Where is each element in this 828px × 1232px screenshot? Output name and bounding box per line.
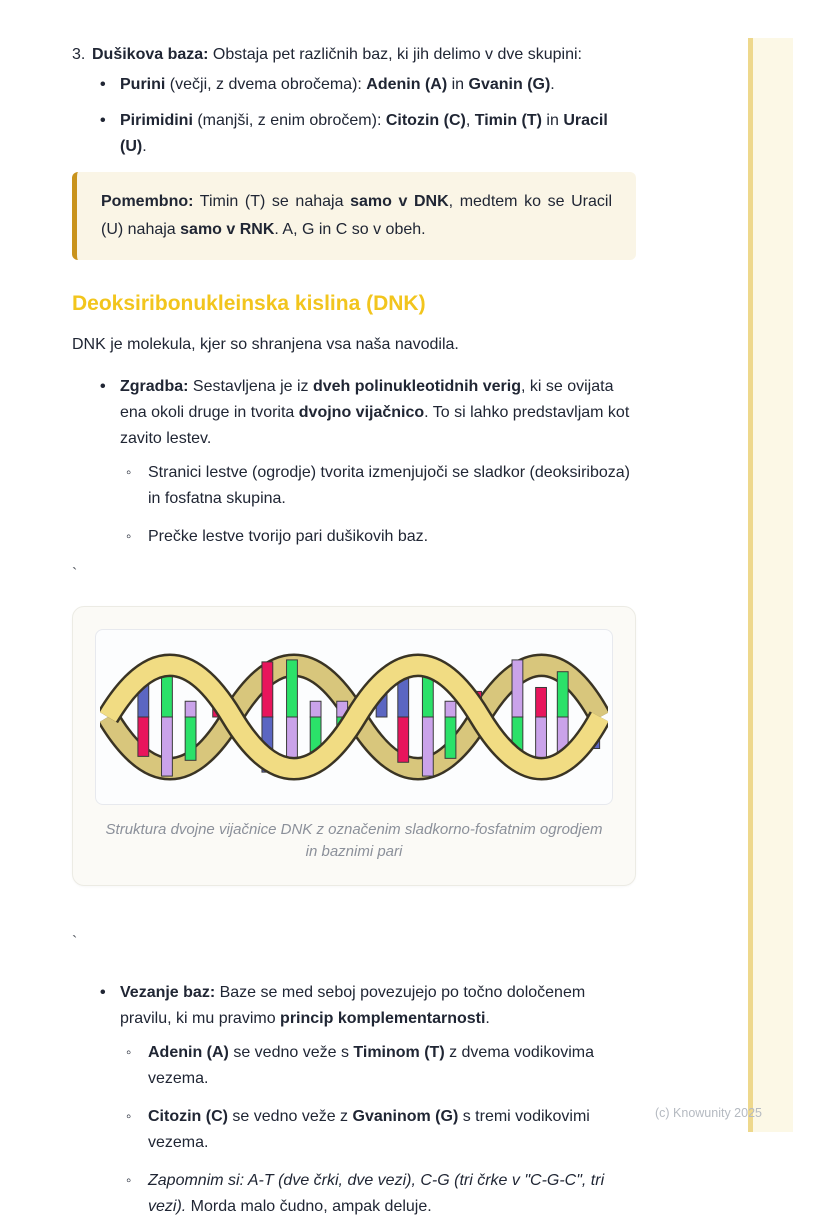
list-item-vezanje-baz [72,980,636,1220]
vezanje-sublist [120,1040,636,1220]
list-item-precke [120,524,636,550]
section-heading-dnk: Deoksiribonukleinska kislina (DNK) [72,292,426,315]
list-item-citozin-gvanin [120,1104,636,1156]
bases-list [72,72,636,160]
list-item-text: Citozin (C) se vedno veže z Gvaninom (G) s tremi vodikovimi vezema. [148,1108,590,1151]
dna-helix-svg [100,632,608,802]
zgradba-list [72,374,636,550]
list-item-adenin-timin [120,1040,636,1092]
intro-paragraph: DNK je molekula, kjer so shranjena vsa naša navodila. [72,336,459,353]
stray-backtick: ` [72,566,78,583]
dna-helix-illustration [95,629,613,805]
vezanje-list [72,980,636,1220]
document-content [72,0,636,1232]
list-item-zapomnim-si [120,1168,636,1220]
next-page-edge-strip [748,38,793,1132]
dna-figure-card [72,606,636,886]
list-item-text: Zgradba: Sestavljena je iz dveh polinukleotidnih verig, ki se ovijata ena okoli druge in tvorita dvojno vijačnico. To si lahko predstavljam kot zavito lestev. [120,378,630,447]
callout-text: Pomembno: Timin (T) se nahaja samo v DNK, medtem ko se Uracil (U) nahaja samo v RNK. A, G in C so v obeh. [101,193,613,238]
list-item-zgradba [72,374,636,550]
list-item-text: Purini (večji, z dvema obročema): Adenin (A) in Gvanin (G). [120,76,555,93]
zgradba-sublist [120,460,636,550]
numbered-item-text: Dušikova baza: Obstaja pet različnih baz, ki jih delimo v dve skupini: [92,46,582,63]
numbered-item-dusikova-baza [72,42,636,68]
list-item-text: Adenin (A) se vedno veže s Timinom (T) z dvema vodikovima vezema. [148,1044,595,1087]
list-item-text: Vezanje baz: Baze se med seboj povezujejo po točno določenem pravilu, ki mu pravimo princip komplementarnosti. [120,984,586,1027]
important-callout [72,172,636,260]
list-number: 3. [72,46,86,63]
list-item-text: Pirimidini (manjši, z enim obročem): Citozin (C), Timin (T) in Uracil (U). [120,112,608,155]
copyright-watermark: (c) Knowunity 2025 [654,1106,762,1120]
list-item-text: Zapomnim si: A-T (dve črki, dve vezi), C-G (tri črke v "C-G-C", tri vezi). Morda malo čudno, ampak deluje. [148,1172,605,1215]
list-item-pirimidini [72,108,636,160]
figure-caption: Struktura dvojne vijačnice DNK z označenim sladkorno-fosfatnim ogrodjem in baznimi pari [105,821,603,860]
list-item-text: Prečke lestve tvorijo pari dušikovih baz. [148,528,429,545]
list-item-text: Stranici lestve (ogrodje) tvorita izmenjujoči se sladkor (deoksiriboza) in fosfatna skupina. [148,464,630,507]
list-item-purini [72,72,636,98]
list-item-stranici [120,460,636,512]
stray-backtick: ` [72,934,78,951]
